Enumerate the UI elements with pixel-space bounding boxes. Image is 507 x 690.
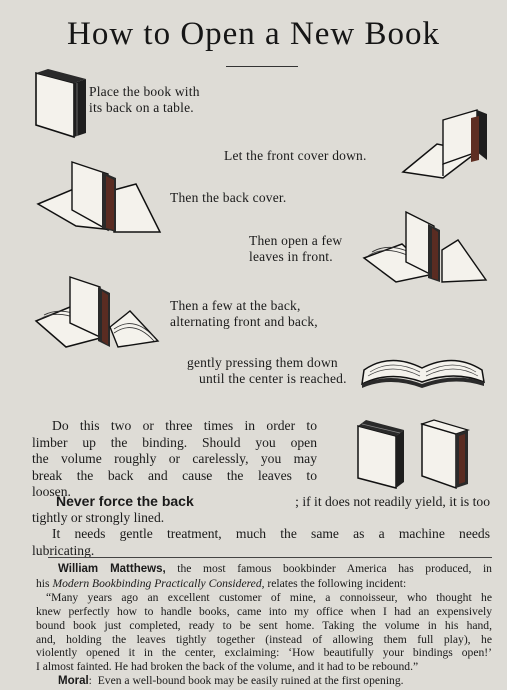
- never-force-heading: Never force the back: [56, 493, 194, 509]
- book-spine-illustration: [420, 418, 476, 490]
- never-force-rest: ; if it does not readily yield, it is too: [295, 494, 490, 509]
- step-6-line-1: gently pressing them down: [187, 355, 338, 370]
- step-4-line-1: Then open a few: [249, 233, 343, 248]
- footnote-line-2: [36, 577, 492, 591]
- never-force-row: [56, 493, 490, 511]
- step-5-line-1: Then a few at the back,: [170, 298, 301, 313]
- closed-book-illustration: [34, 67, 88, 139]
- step-1-line-1: Place the book with: [89, 84, 200, 99]
- footnote-his: his: [36, 576, 53, 590]
- leaves-at-back-illustration: [34, 275, 160, 351]
- gentle-paragraph: [32, 526, 490, 559]
- quote-line-3: bound book just completed, ready to be sent home. Taking the volume in his hand,: [36, 618, 492, 632]
- step-5-line-2: alternating front and back,: [170, 314, 318, 329]
- footnote-line-2-text: relates the following incident:: [264, 576, 407, 590]
- quote-line-5: violently opened it in the center, exclaiming: ‘How beautifully your bindings open!’: [36, 646, 492, 660]
- moral-line: [36, 674, 492, 689]
- never-force-line: [56, 493, 490, 511]
- paragraph-line-3: the volume roughly or carelessly, you may: [32, 451, 317, 466]
- step-4-text: [249, 233, 342, 265]
- paragraph-line-2: limber up the binding. Should you open: [32, 434, 317, 450]
- step-4-line-2: leaves in front.: [249, 249, 333, 264]
- back-cover-down-illustration: [36, 160, 162, 236]
- step-2-text: Let the front cover down.: [224, 148, 367, 163]
- author-name: William Matthews,: [58, 563, 166, 575]
- moral-text: : Even a well-bound book may be easily ruined at the first opening.: [88, 674, 404, 688]
- step-6-line-2: until the center is reached.: [199, 371, 347, 386]
- paragraph-line-1: Do this two or three times in order to: [52, 418, 317, 433]
- moral-label: Moral: [58, 675, 89, 688]
- gentle-line-1: It needs gentle treatment, much the same as a machine needs: [52, 526, 490, 541]
- step-1-line-2: its back on a table.: [89, 100, 194, 115]
- open-book-illustration: [360, 348, 486, 390]
- quote-line-4: and, holding the leaves tightly together (instead of allowing them full play), he: [36, 632, 492, 646]
- front-cover-down-illustration: [401, 110, 491, 180]
- never-force-continuation: tightly or strongly lined.: [32, 510, 165, 525]
- quote-line-2: knew perfectly how to handle books, came into my office when I had an expensively: [36, 604, 492, 618]
- paragraph-line-5: loosen.: [32, 484, 71, 499]
- step-5-text: [170, 298, 318, 330]
- footnote-line-1: [36, 562, 492, 577]
- paragraph-line-4: break the back and cause the leaves to: [32, 467, 317, 483]
- matthews-footnote: [36, 562, 492, 689]
- quote-line-6: I almost fainted. He had broken the back of the volume, and it had to be rebound.”: [36, 660, 419, 674]
- step-3-text: Then the back cover.: [170, 190, 287, 205]
- gentle-line-2: lubricating.: [32, 542, 95, 558]
- title-rule: [226, 66, 298, 67]
- book-title-reference: Modern Bookbinding Practically Considered,: [52, 576, 265, 590]
- step-6-text: [187, 355, 347, 387]
- step-1-text: [89, 84, 200, 116]
- quote-line-1: “Many years ago an excellent customer of mine, a connoisseur, who thought he: [46, 590, 492, 604]
- book-edge-illustration: [356, 418, 408, 490]
- instruction-paragraph: [32, 418, 317, 501]
- section-divider: [48, 557, 492, 558]
- leaves-in-front-illustration: [362, 210, 488, 284]
- footnote-line-1-text: the most famous bookbinder America has produced, in: [165, 562, 492, 575]
- page-title: How to Open a New Book: [66, 16, 441, 52]
